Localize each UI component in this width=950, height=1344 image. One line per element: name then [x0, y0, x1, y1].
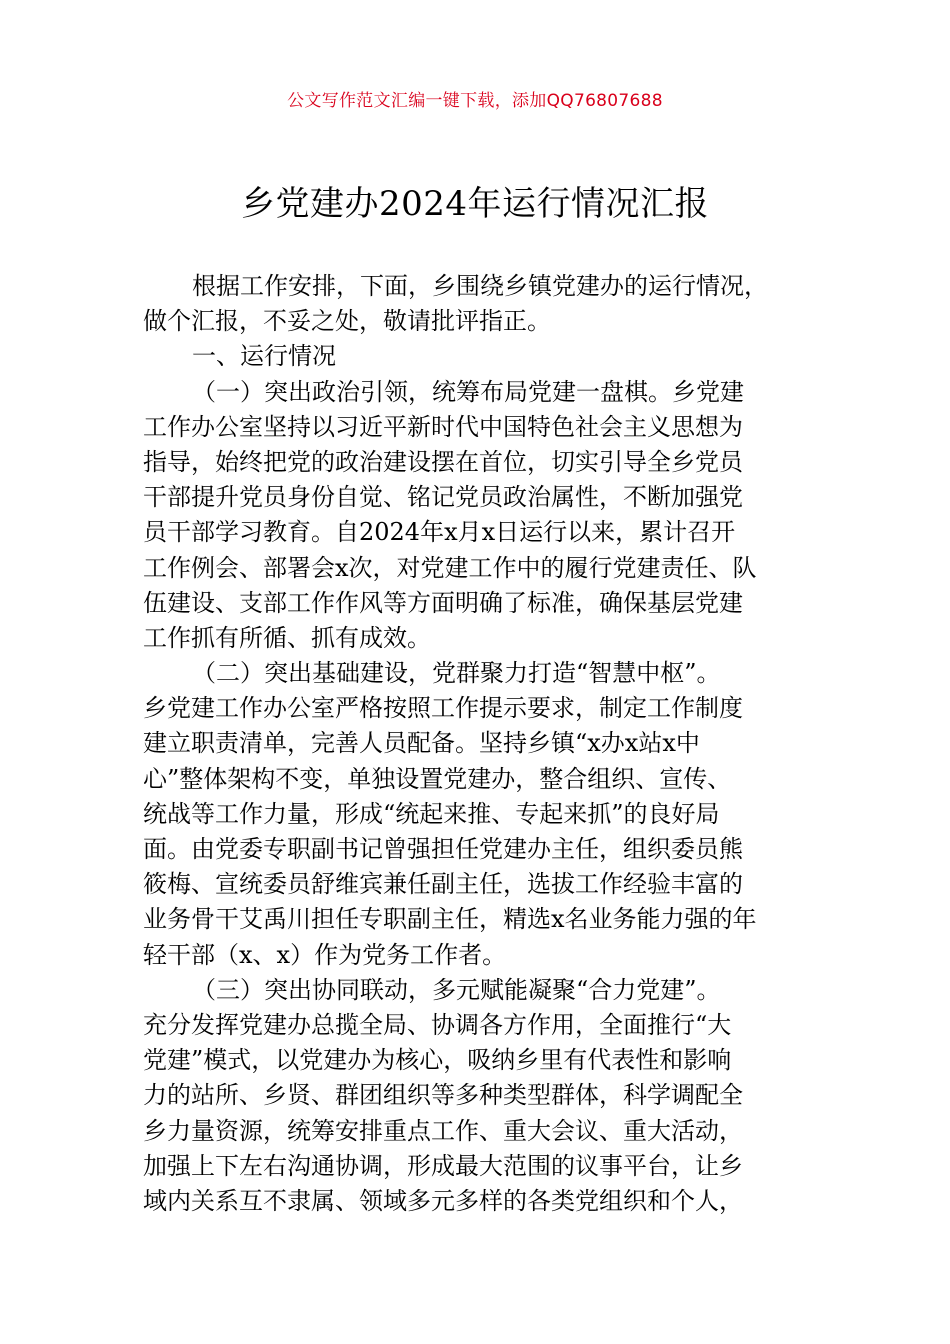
body-line: 一、运行情况 — [192, 342, 336, 371]
body-line: （一）突出政治引领，统筹布局党建一盘棋。乡党建 — [192, 377, 744, 406]
body-line: 干部提升党员身份自觉、铭记党员政治属性，不断加强党 — [143, 483, 743, 512]
body-line: 充分发挥党建办总揽全局、协调各方作用，全面推行“大 — [143, 1010, 732, 1039]
body-line: 根据工作安排，下面，乡围绕乡镇党建办的运行情况， — [192, 272, 768, 300]
body-line: 做个汇报，不妥之处，敬请批评指正。 — [143, 307, 551, 336]
body-line: 筱梅、宣统委员舒维宾兼任副主任，选拔工作经验丰富的 — [143, 870, 743, 899]
body-line: 轻干部（x、x）作为党务工作者。 — [143, 940, 507, 969]
body-line: 乡力量资源，统筹安排重点工作、重大会议、重大活动， — [143, 1116, 743, 1145]
body-line: 加强上下左右沟通协调，形成最大范围的议事平台，让乡 — [143, 1151, 743, 1180]
body-line: 党建”模式，以党建办为核心，吸纳乡里有代表性和影响 — [143, 1046, 732, 1075]
body-line: 伍建设、支部工作作风等方面明确了标准，确保基层党建 — [143, 588, 743, 617]
body-line: （二）突出基础建设，党群聚力打造“智慧中枢”。 — [192, 659, 721, 688]
promo-header-note: 公文写作范文汇编一键下载，添加QQ76807688 — [287, 91, 663, 111]
body-line: 业务骨干艾禹川担任专职副主任，精选x名业务能力强的年 — [143, 905, 757, 934]
body-line: 指导，始终把党的政治建设摆在首位，切实引导全乡党员 — [143, 447, 743, 476]
body-line: 面。由党委专职副书记曾强担任党建办主任，组织委员熊 — [143, 835, 743, 863]
body-line: 工作办公室坚持以习近平新时代中国特色社会主义思想为 — [143, 412, 743, 441]
document-title: 乡党建办2024年运行情况汇报 — [240, 184, 710, 224]
body-line: 心”整体架构不变，单独设置党建办，整合组织、宣传、 — [143, 764, 732, 793]
body-line: 员干部学习教育。自2024年x月x日运行以来，累计召开 — [143, 518, 736, 547]
body-line: 工作抓有所循、抓有成效。 — [143, 623, 431, 652]
body-line: 力的站所、乡贤、群团组织等多种类型群体，科学调配全 — [143, 1081, 743, 1110]
body-line: 建立职责清单，完善人员配备。坚持乡镇“x办x站x中 — [143, 729, 700, 758]
body-line: 乡党建工作办公室严格按照工作提示要求，制定工作制度 — [143, 694, 743, 723]
body-line: 统战等工作力量，形成“统起来推、专起来抓”的良好局 — [143, 799, 720, 828]
body-line: 域内关系互不隶属、领域多元多样的各类党组织和个人， — [143, 1186, 743, 1215]
body-line: （三）突出协同联动，多元赋能凝聚“合力党建”。 — [192, 975, 721, 1004]
body-line: 工作例会、部署会x次，对党建工作中的履行党建责任、队 — [143, 553, 757, 582]
document-body — [143, 269, 815, 1219]
